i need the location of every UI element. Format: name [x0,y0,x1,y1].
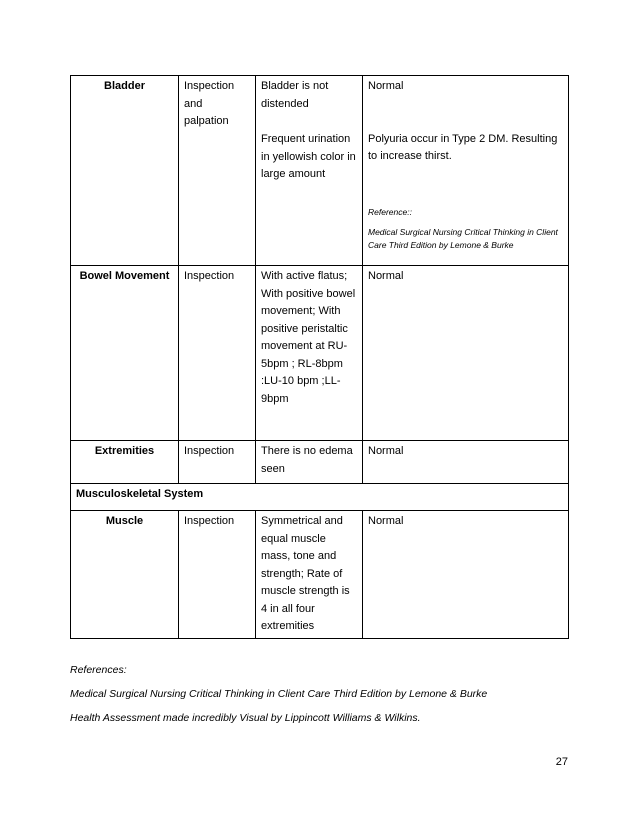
cell-muscle-findings [256,511,363,639]
table-row-bladder [71,76,569,266]
extremities-finding: There is no edema seen [261,445,353,475]
extremities-method-label: Inspection [184,445,235,457]
references-label: References: [70,664,127,676]
muscle-finding: Symmetrical and equal muscle mass, tone and strength; Rate of muscle strength is 4 in all four extremities [261,515,350,632]
cell-bowel-normal [363,266,569,441]
bladder-finding-2: Frequent urination in yellowish color in large amount [261,133,356,180]
cell-bowel-system [71,266,179,441]
cell-section-header [71,484,569,511]
assessment-table [70,75,569,639]
extremities-normal: Normal [368,445,404,457]
bowel-normal: Normal [368,270,404,282]
muscle-method-label: Inspection [184,515,235,527]
cell-bladder-findings [256,76,363,266]
reference-item-2: Health Assessment made incredibly Visual by Lippincott Williams & Wilkins. [70,712,421,724]
cell-bladder-normal [363,76,569,266]
bladder-finding-1: Bladder is not distended [261,80,329,110]
cell-extremities-findings [256,441,363,484]
bladder-normal-1: Normal [368,80,404,92]
table-row-section-header [71,484,569,511]
bowel-system-label: Bowel Movement [79,270,170,282]
cell-muscle-system [71,511,179,639]
muscle-system-label: Muscle [105,515,144,527]
reference-item-1: Medical Surgical Nursing Critical Thinking in Client Care Third Edition by Lemone & Burke [70,688,488,700]
cell-extremities-normal [363,441,569,484]
bladder-reference-label: Reference:: [368,206,412,217]
cell-bladder-method [179,76,256,266]
cell-extremities-system [71,441,179,484]
cell-bowel-findings [256,266,363,441]
references-section [70,664,570,736]
cell-bowel-method [179,266,256,441]
extremities-system-label: Extremities [94,445,155,457]
page-number: 27 [555,756,568,768]
section-header-label: Musculoskeletal System [76,488,204,500]
cell-bladder-system [71,76,179,266]
muscle-normal: Normal [368,515,404,527]
bladder-reference-text: Medical Surgical Nursing Critical Thinking in Client Care Third Edition by Lemone & Burke [368,226,558,250]
table-row-bowel-movement [71,266,569,441]
bowel-method-label: Inspection [184,270,235,282]
bladder-normal-2: Polyuria occur in Type 2 DM. Resulting to increase thirst. [368,132,558,162]
bowel-finding: With active flatus; With positive bowel movement; With positive peristaltic movement at RU-5bpm ; RL-8bpm :LU-10 bpm ;LL- 9bpm [261,270,356,405]
table-row-extremities [71,441,569,484]
bladder-system-label: Bladder [104,80,145,92]
cell-extremities-method [179,441,256,484]
bladder-method-label: Inspection and palpation [184,80,235,127]
table-row-muscle [71,511,569,639]
cell-muscle-normal [363,511,569,639]
cell-muscle-method [179,511,256,639]
